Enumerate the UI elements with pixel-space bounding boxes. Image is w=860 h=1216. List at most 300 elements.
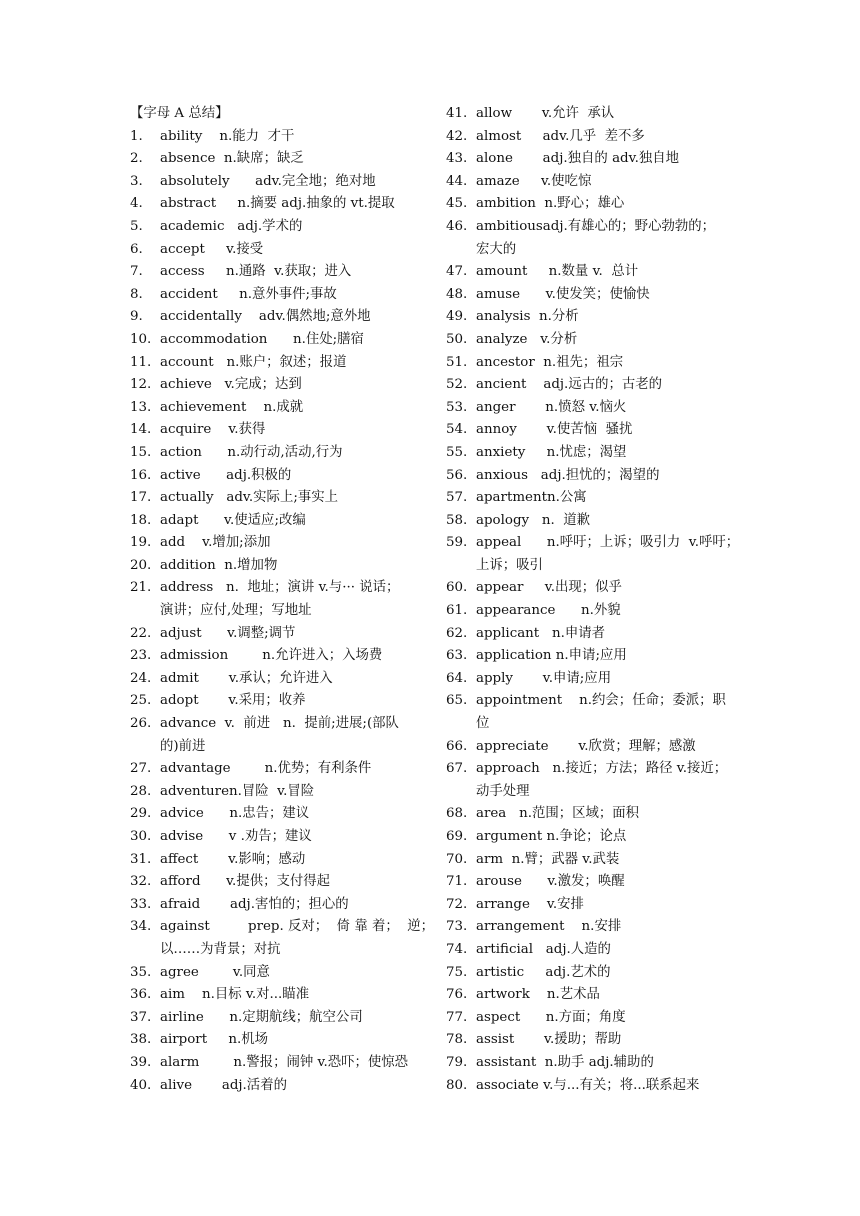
entry-definition: 动手处理 <box>476 783 530 799</box>
vocab-entry <box>446 577 736 600</box>
entry-definition: n.优势；有利条件 <box>230 761 372 777</box>
entry-word: advice <box>160 806 204 822</box>
entry-number: 40. <box>130 1077 152 1093</box>
entry-definition: n.定期航线；航空公司 <box>203 1009 363 1025</box>
entry-word: ambitious <box>476 218 543 234</box>
entry-word: alive <box>160 1077 193 1093</box>
entry-number: 1. <box>130 128 143 144</box>
entry-number: 47. <box>446 264 468 280</box>
entry-definition: v.与...有关；将...联系起来 <box>538 1077 700 1093</box>
entry-number: 61. <box>446 603 468 619</box>
entry-definition: n.公寓 <box>546 490 587 506</box>
entry-definition: v .劝告；建议 <box>203 829 312 844</box>
entry-number: 70. <box>446 851 468 867</box>
vocab-entry <box>130 803 415 826</box>
vocab-entry <box>130 577 415 600</box>
entry-word: academic <box>160 218 225 234</box>
entry-word: accidentally <box>160 309 242 325</box>
entry-number: 4. <box>130 196 143 212</box>
entry-word: arouse <box>476 874 522 890</box>
entry-definition: 的)前进 <box>160 738 206 754</box>
vocab-entry <box>130 555 415 578</box>
entry-number: 12. <box>130 377 152 393</box>
entry-number: 13. <box>130 399 152 415</box>
entry-definition: v.增加;添加 <box>185 535 271 551</box>
vocab-entry <box>446 736 736 759</box>
entry-definition: n.呼吁；上诉；吸引力 v.呼吁； <box>521 535 740 551</box>
vocab-entry <box>446 419 736 442</box>
entry-word: arm <box>476 851 504 867</box>
entry-definition: v.完成；达到 <box>211 377 302 393</box>
entry-word: apply <box>476 670 513 686</box>
entry-definition: v.援助；帮助 <box>514 1032 622 1048</box>
entry-definition: v.申请;应用 <box>512 670 612 686</box>
entry-word: amaze <box>476 173 520 189</box>
entry-word: ability <box>160 128 203 144</box>
entry-number: 20. <box>130 557 152 573</box>
entry-definition: n.约会；任命；委派；职 <box>562 693 726 709</box>
entry-number: 50. <box>446 331 468 347</box>
entry-definition: n.冒险 v.冒险 <box>229 783 315 799</box>
entry-number: 45. <box>446 196 468 212</box>
entry-number: 75. <box>446 964 468 980</box>
vocab-entry <box>446 261 736 284</box>
entry-word: artistic <box>476 964 525 980</box>
entry-word: action <box>160 444 202 460</box>
entry-number: 66. <box>446 738 468 754</box>
entry-definition: v.获得 <box>211 422 266 438</box>
entry-word: alarm <box>160 1054 200 1070</box>
entry-definition: v.出现；似乎 <box>523 580 622 596</box>
entry-word: area <box>476 806 507 822</box>
vocab-entry <box>130 510 415 533</box>
entry-definition: v.使苦恼 骚扰 <box>516 422 633 438</box>
entry-word: allow <box>476 106 513 121</box>
vocab-entry <box>130 329 415 352</box>
vocab-entry <box>446 465 736 488</box>
vocab-entry <box>130 442 415 465</box>
entry-definition: adj.担忧的；渴望的 <box>528 467 660 483</box>
entry-number: 3. <box>130 173 143 189</box>
right-word-list <box>446 103 740 1097</box>
vocab-entry <box>130 397 415 420</box>
entry-number: 2. <box>130 151 143 167</box>
entry-word: actually <box>160 490 214 506</box>
entry-word: active <box>160 467 201 483</box>
entry-word: advise <box>160 829 204 844</box>
entry-number: 31. <box>130 851 152 867</box>
entry-word: account <box>160 354 214 370</box>
vocab-entry <box>446 442 736 465</box>
vocab-entry <box>130 690 415 713</box>
vocab-entry <box>130 487 415 510</box>
entry-word: amuse <box>476 286 521 302</box>
entry-definition: adj.艺术的 <box>524 964 611 980</box>
entry-definition: adj.人造的 <box>533 941 611 957</box>
entry-definition: n.账户；叙述；报道 <box>213 354 347 370</box>
entry-number: 64. <box>446 670 468 686</box>
vocab-entry <box>130 465 415 488</box>
entry-definition: n.申请者 <box>539 625 606 641</box>
vocab-entry <box>130 306 415 329</box>
entry-definition: n.接近；方法；路径 v.接近； <box>539 761 728 777</box>
entry-definition: v.使发笑；使愉快 <box>520 286 650 302</box>
vocab-entry <box>130 984 415 1007</box>
entry-definition: n.助手 adj.辅助的 <box>536 1054 654 1070</box>
entry-number: 62. <box>446 625 468 641</box>
entry-number: 79. <box>446 1054 468 1070</box>
entry-word: admission <box>160 648 229 664</box>
entry-number: 49. <box>446 309 468 325</box>
page-heading: 【字母 A 总结】 <box>130 106 229 121</box>
entry-definition: adv.实际上;事实上 <box>213 490 339 506</box>
vocab-entry <box>446 374 736 397</box>
entry-word: associate <box>476 1077 539 1093</box>
entry-word: aspect <box>476 1009 521 1025</box>
entry-definition: adv.完全地；绝对地 <box>229 173 376 189</box>
entry-word: ambition <box>476 196 536 212</box>
entry-word: affect <box>160 851 199 867</box>
entry-number: 35. <box>130 964 152 980</box>
entry-number: 22. <box>130 625 152 641</box>
vocab-entry <box>446 758 736 781</box>
entry-definition: n.方面；角度 <box>520 1009 626 1025</box>
entry-number: 58. <box>446 512 468 528</box>
vocab-entry-continuation <box>446 239 736 262</box>
entry-word: applicant <box>476 625 540 641</box>
entry-number: 39. <box>130 1054 152 1070</box>
entry-number: 6. <box>130 241 143 257</box>
entry-word: alone <box>476 151 513 167</box>
vocab-entry <box>130 374 415 397</box>
entry-number: 52. <box>446 377 468 393</box>
entry-word: appreciate <box>476 738 549 754</box>
vocab-entry <box>130 781 415 804</box>
entry-definition: 宏大的 <box>476 241 517 257</box>
entry-number: 9. <box>130 309 143 325</box>
entry-number: 38. <box>130 1032 152 1048</box>
entry-number: 72. <box>446 896 468 912</box>
vocab-entry <box>446 803 736 826</box>
entry-word: analysis <box>476 309 531 325</box>
entry-word: against <box>160 919 210 935</box>
vocab-entry <box>446 510 736 533</box>
entry-definition: n.增加物 <box>215 557 278 573</box>
entry-word: adopt <box>160 693 199 709</box>
entry-number: 43. <box>446 151 468 167</box>
entry-definition: v. 前进 n. 提前;进展;(部队 <box>216 716 399 732</box>
entry-number: 15. <box>130 444 152 460</box>
entry-number: 21. <box>130 580 152 596</box>
entry-number: 24. <box>130 670 152 686</box>
entry-definition: v.欣赏；理解；感激 <box>548 738 696 754</box>
entry-word: anxious <box>476 467 528 483</box>
entry-definition: v.使适应;改编 <box>198 512 306 528</box>
entry-number: 28. <box>130 783 152 799</box>
vocab-entry-continuation <box>130 939 415 962</box>
entry-word: advantage <box>160 761 231 777</box>
entry-word: appear <box>476 580 524 596</box>
entry-number: 11. <box>130 354 152 370</box>
entry-word: airport <box>160 1032 208 1048</box>
entry-word: agree <box>160 964 199 980</box>
entry-number: 68. <box>446 806 468 822</box>
entry-word: anxiety <box>476 444 526 460</box>
right-column <box>446 103 740 1097</box>
vocab-entry <box>446 871 736 894</box>
vocab-entry <box>446 984 736 1007</box>
entry-word: application <box>476 648 552 664</box>
vocab-entry <box>130 1052 415 1075</box>
entry-number: 29. <box>130 806 152 822</box>
entry-word: argument <box>476 829 543 844</box>
entry-number: 10. <box>130 331 152 347</box>
entry-word: assist <box>476 1032 515 1048</box>
entry-definition: v.接受 <box>204 241 264 257</box>
entry-number: 73. <box>446 919 468 935</box>
entry-number: 5. <box>130 218 143 234</box>
entry-definition: n.数量 v. 总计 <box>527 264 639 280</box>
vocab-entry <box>130 849 415 872</box>
entry-word: appointment <box>476 693 563 709</box>
entry-number: 33. <box>130 896 152 912</box>
vocab-entry <box>130 645 415 668</box>
vocab-entry <box>446 329 736 352</box>
vocab-entry <box>446 216 736 239</box>
entry-definition: v.分析 <box>527 331 578 347</box>
vocab-entry <box>446 1075 736 1098</box>
entry-word: arrange <box>476 896 530 912</box>
entry-word: annoy <box>476 422 517 438</box>
vocab-entry <box>130 171 415 194</box>
entry-word: amount <box>476 264 528 280</box>
vocab-entry <box>130 916 435 939</box>
entry-word: appearance <box>476 603 556 619</box>
entry-definition: adj.远古的；古老的 <box>526 377 663 393</box>
entry-number: 57. <box>446 490 468 506</box>
entry-word: apology <box>476 512 530 528</box>
vocab-entry <box>130 216 415 239</box>
vocab-entry-continuation <box>446 555 736 578</box>
entry-definition: n. 地址；演讲 v.与··· 说话； <box>213 580 400 596</box>
vocab-entry <box>446 894 736 917</box>
entry-number: 36. <box>130 987 152 1003</box>
entry-number: 56. <box>446 467 468 483</box>
vocab-entry <box>446 306 736 329</box>
entry-definition: n.艺术品 <box>529 987 600 1003</box>
vocab-entry <box>446 487 736 510</box>
entry-word: afford <box>160 874 201 890</box>
entry-definition: n.能力 才干 <box>202 128 295 144</box>
entry-word: afraid <box>160 896 201 912</box>
vocab-entry <box>446 668 736 691</box>
entry-number: 55. <box>446 444 468 460</box>
vocab-entry <box>446 1007 736 1030</box>
entry-definition: n.安排 <box>564 919 622 935</box>
entry-definition: n.机场 <box>207 1032 269 1048</box>
entry-number: 60. <box>446 580 468 596</box>
entry-word: approach <box>476 761 540 777</box>
vocab-entry <box>446 645 736 668</box>
vocab-entry <box>446 690 736 713</box>
entry-number: 30. <box>130 829 152 844</box>
vocab-entry <box>130 148 415 171</box>
entry-word: artwork <box>476 987 530 1003</box>
vocab-entry <box>130 758 415 781</box>
entry-word: achievement <box>160 399 247 415</box>
entry-definition: n.允许进入；入场费 <box>228 648 383 664</box>
entry-definition: n.愤怒 v.恼火 <box>515 399 627 415</box>
vocab-entry <box>130 871 415 894</box>
entry-definition: adv.几乎 差不多 <box>521 128 645 144</box>
vocab-entry <box>446 826 736 849</box>
entry-number: 48. <box>446 286 468 302</box>
vocab-entry <box>446 1052 736 1075</box>
entry-number: 14. <box>130 422 152 438</box>
vocab-entry <box>130 826 415 849</box>
entry-definition: n.分析 <box>530 309 579 325</box>
entry-word: address <box>160 580 214 596</box>
entry-word: analyze <box>476 331 528 347</box>
entry-word: adjust <box>160 625 202 641</box>
vocab-entry <box>130 193 415 216</box>
entry-word: accept <box>160 241 205 257</box>
entry-definition: v.激发；唤醒 <box>521 874 625 890</box>
vocab-entry <box>130 284 415 307</box>
entry-definition: v.调整;调节 <box>201 625 296 641</box>
entry-definition: n.住处;膳宿 <box>267 331 364 347</box>
entry-definition: n.缺席；缺乏 <box>215 151 304 167</box>
left-column <box>130 103 435 1097</box>
entry-word: access <box>160 264 205 280</box>
entry-number: 23. <box>130 648 152 664</box>
entry-definition: v.采用；收养 <box>198 693 306 709</box>
entry-definition: n.争论；论点 <box>542 829 627 844</box>
vocab-entry <box>446 126 736 149</box>
entry-number: 37. <box>130 1009 152 1025</box>
vocab-entry <box>130 352 415 375</box>
vocab-entry <box>446 916 736 939</box>
entry-number: 42. <box>446 128 468 144</box>
vocab-entry <box>130 419 415 442</box>
entry-number: 63. <box>446 648 468 664</box>
entry-word: airline <box>160 1009 204 1025</box>
entry-definition: n. 道歉 <box>529 512 591 528</box>
vocab-entry <box>130 532 415 555</box>
vocab-entry <box>446 1029 736 1052</box>
entry-definition: v.承认；允许进入 <box>198 670 333 686</box>
entry-definition: n.申请;应用 <box>551 648 627 664</box>
entry-definition: n.野心；雄心 <box>535 196 625 212</box>
vocab-entry-continuation <box>446 781 736 804</box>
entry-number: 34. <box>130 919 152 935</box>
vocab-entry <box>446 171 736 194</box>
entry-definition: 演讲；应付,处理；写地址 <box>160 603 312 619</box>
vocab-entry-continuation <box>130 736 415 759</box>
entry-word: ancient <box>476 377 527 393</box>
left-word-list <box>130 126 435 1098</box>
entry-number: 65. <box>446 693 468 709</box>
entry-number: 18. <box>130 512 152 528</box>
vocab-entry <box>446 103 736 126</box>
vocab-entry <box>446 352 736 375</box>
entry-number: 16. <box>130 467 152 483</box>
vocab-entry <box>130 668 415 691</box>
vocab-entry <box>446 148 736 171</box>
entry-word: adapt <box>160 512 199 528</box>
entry-word: ancestor <box>476 354 535 370</box>
entry-definition: adj.独自的 adv.独自地 <box>512 151 680 167</box>
entry-number: 54. <box>446 422 468 438</box>
vocab-entry <box>446 849 736 872</box>
vocab-entry <box>446 532 740 555</box>
entry-definition: v.安排 <box>529 896 584 912</box>
entry-definition: n.警报；闹钟 v.恐吓；使惊恐 <box>199 1054 409 1070</box>
vocab-entry <box>130 1029 415 1052</box>
entry-definition: v.同意 <box>198 964 270 980</box>
entry-number: 78. <box>446 1032 468 1048</box>
entry-definition: n.忧虑；渴望 <box>525 444 627 460</box>
entry-definition: v.提供；支付得起 <box>200 874 331 890</box>
entry-word: accommodation <box>160 331 268 347</box>
entry-word: appeal <box>476 535 522 551</box>
entry-word: absence <box>160 151 216 167</box>
entry-definition: adj.学术的 <box>224 218 303 234</box>
entry-number: 7. <box>130 264 143 280</box>
vocab-entry <box>130 962 415 985</box>
entry-definition: n.通路 v.获取；进入 <box>204 264 352 280</box>
vocab-entry <box>446 193 736 216</box>
entry-definition: adj.活着的 <box>192 1077 287 1093</box>
vocab-entry <box>446 962 736 985</box>
entry-definition: n.动行动,活动,行为 <box>201 444 343 460</box>
entry-word: abstract <box>160 196 217 212</box>
entry-number: 67. <box>446 761 468 777</box>
entry-number: 27. <box>130 761 152 777</box>
entry-definition: adv.偶然地;意外地 <box>241 309 371 325</box>
entry-number: 25. <box>130 693 152 709</box>
entry-definition: v.允许 承认 <box>512 106 615 121</box>
vocab-entry-continuation <box>446 713 736 736</box>
entry-definition: adj.害怕的；担心的 <box>200 896 349 912</box>
entry-definition: 上诉；吸引 <box>476 557 543 573</box>
entry-word: accident <box>160 286 218 302</box>
entry-word: admit <box>160 670 199 686</box>
vocab-entry <box>446 623 736 646</box>
entry-number: 46. <box>446 218 468 234</box>
entry-number: 80. <box>446 1077 468 1093</box>
entry-definition: 以……为背景；对抗 <box>160 941 281 957</box>
vocab-entry <box>446 600 736 623</box>
vocab-entry <box>130 1075 415 1098</box>
entry-word: almost <box>476 128 522 144</box>
entry-definition: 位 <box>476 716 490 732</box>
vocab-entry <box>130 1007 415 1030</box>
vocab-entry <box>130 126 415 149</box>
vocab-entry <box>130 713 415 736</box>
entry-word: acquire <box>160 422 212 438</box>
entry-definition: n.摘要 adj.抽象的 vt.提取 <box>216 196 395 212</box>
entry-definition: adj.积极的 <box>200 467 292 483</box>
vocab-entry <box>446 939 736 962</box>
entry-number: 8. <box>130 286 143 302</box>
entry-definition: v.使吃惊 <box>519 173 592 189</box>
entry-word: aim <box>160 987 185 1003</box>
entry-number: 53. <box>446 399 468 415</box>
entry-word: absolutely <box>160 173 230 189</box>
entry-number: 74. <box>446 941 468 957</box>
vocab-entry <box>130 239 415 262</box>
